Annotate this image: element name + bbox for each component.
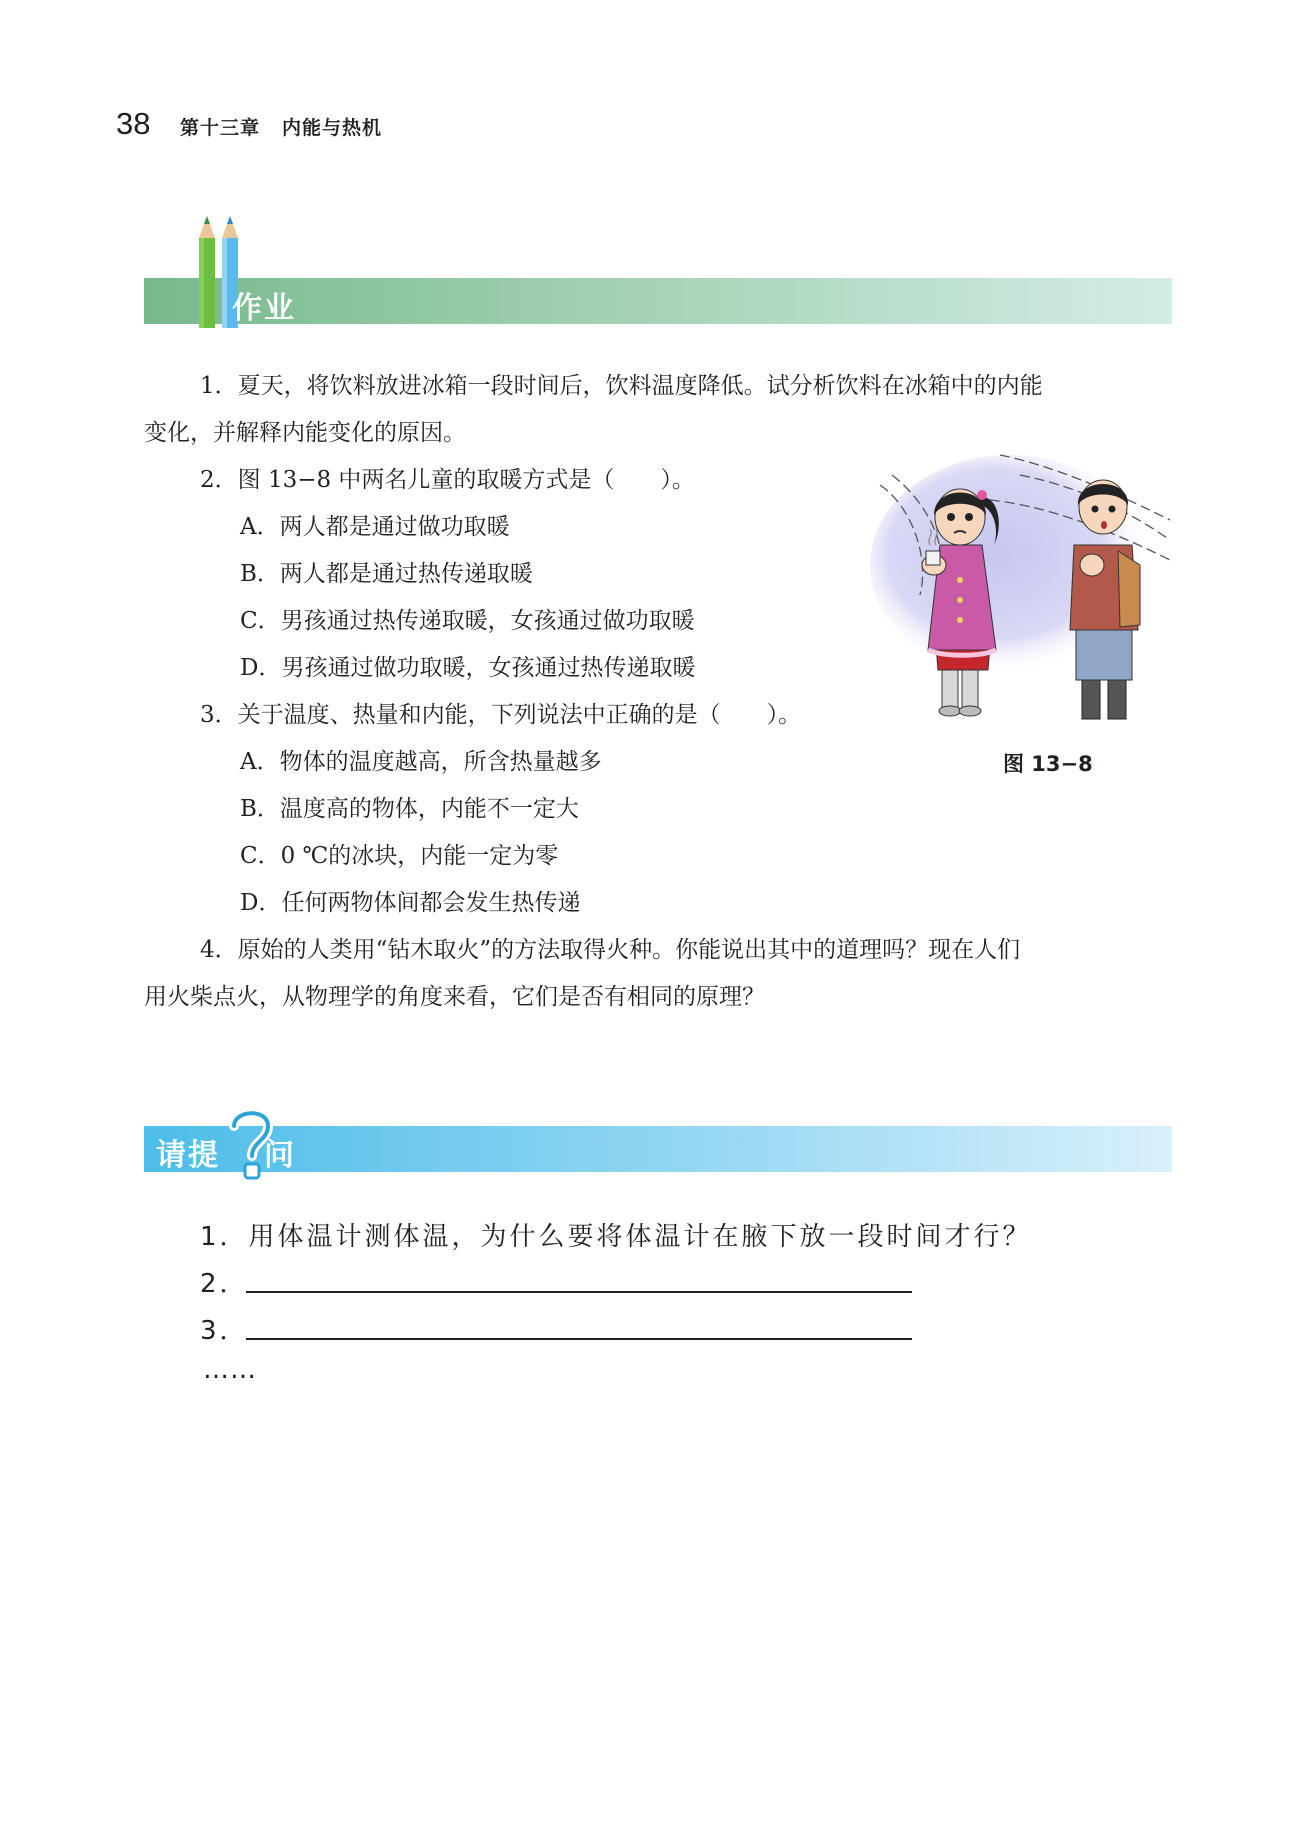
question-2-option-a: A．两人都是通过做功取暖 <box>240 514 510 540</box>
chapter-title: 内能与热机 <box>282 117 383 139</box>
page-number: 38 <box>116 106 151 141</box>
question-4-line-2: 用火柴点火，从物理学的角度来看，它们是否有相同的原理？ <box>144 984 765 1010</box>
question-4-line-1: 4．原始的人类用“钻木取火”的方法取得火种。你能说出其中的道理吗？现在人们 <box>200 937 1021 963</box>
ask-question-banner <box>144 1126 1172 1172</box>
ask-item-2-number: 2． <box>200 1269 249 1299</box>
children-warming-illustration <box>870 445 1180 730</box>
ask-item-1: 1．用体温计测体温，为什么要将体温计在腋下放一段时间才行？ <box>200 1222 1032 1252</box>
question-3-option-a: A．物体的温度越高，所含热量越多 <box>240 749 602 775</box>
ask-title-right: 问 <box>264 1138 296 1173</box>
question-2-option-d: D．男孩通过做功取暖，女孩通过热传递取暖 <box>240 655 696 681</box>
question-2-option-c: C．男孩通过热传递取暖，女孩通过做功取暖 <box>240 608 695 634</box>
question-2-option-b: B．两人都是通过热传递取暖 <box>240 561 533 587</box>
ask-ellipsis: …… <box>203 1355 257 1385</box>
chapter-number: 第十三章 <box>180 117 261 139</box>
ask-title-left: 请提 <box>156 1138 220 1173</box>
question-3-option-c: C．0 ℃的冰块，内能一定为零 <box>240 843 559 869</box>
ask-item-3-number: 3． <box>200 1316 249 1346</box>
ask-item-2-blank[interactable] <box>246 1291 912 1293</box>
question-3-option-b: B．温度高的物体，内能不一定大 <box>240 796 579 822</box>
question-3-option-d: D．任何两物体间都会发生热传递 <box>240 890 581 916</box>
homework-title: 作业 <box>232 291 296 326</box>
ask-question-title <box>156 1130 296 1174</box>
question-1-line-1: 1．夏天，将饮料放进冰箱一段时间后，饮料温度降低。试分析饮料在冰箱中的内能 <box>200 373 1043 399</box>
question-3: 3．关于温度、热量和内能，下列说法中正确的是（ ）。 <box>200 702 802 728</box>
figure-caption: 图 13−8 <box>1003 752 1093 776</box>
question-1-line-2: 变化，并解释内能变化的原因。 <box>144 420 466 446</box>
question-2: 2．图 13−8 中两名儿童的取暖方式是（ ）。 <box>200 467 695 493</box>
running-head <box>180 113 404 140</box>
homework-banner <box>144 278 1172 324</box>
ask-item-3-blank[interactable] <box>246 1338 912 1340</box>
